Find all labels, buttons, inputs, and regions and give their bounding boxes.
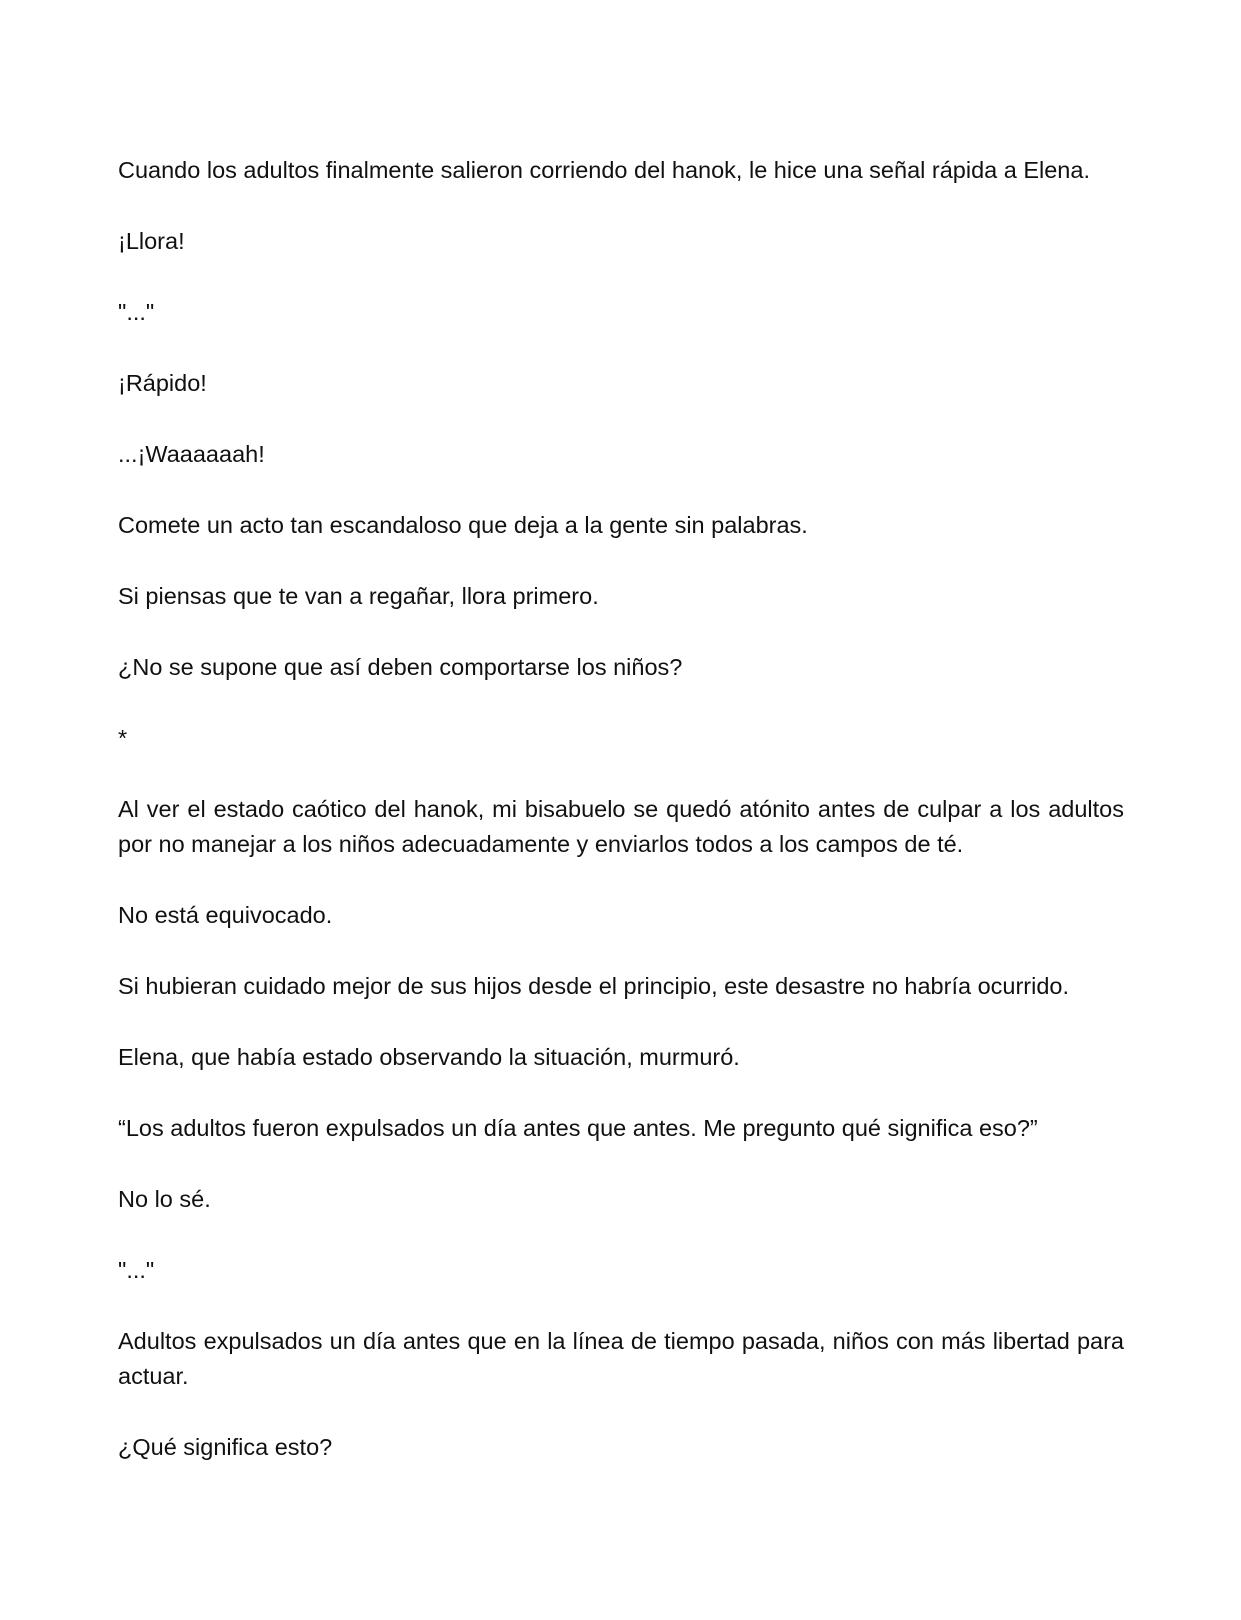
paragraph: "..." [118,299,155,325]
paragraph: Si piensas que te van a regañar, llora primero. [118,583,599,609]
document-body [118,153,1124,1501]
paragraph: "..." [118,1257,155,1283]
paragraph: Al ver el estado caótico del hanok, mi bisabuelo se quedó atónito antes de culpar a los adultos por no manejar a los niños adecuadamente y enviarlos todos a los campos de té. [118,796,1124,857]
paragraph: Elena, que había estado observando la situación, murmuró. [118,1044,740,1070]
paragraph: Comete un acto tan escandaloso que deja a la gente sin palabras. [118,512,808,538]
paragraph: ¡Rápido! [118,370,207,396]
paragraph: No lo sé. [118,1186,211,1212]
paragraph: ...¡Waaaaaah! [118,441,265,467]
paragraph: Si hubieran cuidado mejor de sus hijos desde el principio, este desastre no habría ocurrido. [118,973,1070,999]
paragraph: Cuando los adultos finalmente salieron corriendo del hanok, le hice una señal rápida a Elena. [118,157,1090,183]
paragraph: ¿Qué significa esto? [118,1434,333,1460]
paragraph: No está equivocado. [118,902,333,928]
paragraph: “Los adultos fueron expulsados un día antes que antes. Me pregunto qué significa eso?” [118,1115,1038,1141]
paragraph: ¡Llora! [118,228,185,254]
paragraph: ¿No se supone que así deben comportarse los niños? [118,654,683,680]
scene-break: * [118,725,128,751]
paragraph: Adultos expulsados un día antes que en la línea de tiempo pasada, niños con más libertad para actuar. [118,1328,1124,1389]
